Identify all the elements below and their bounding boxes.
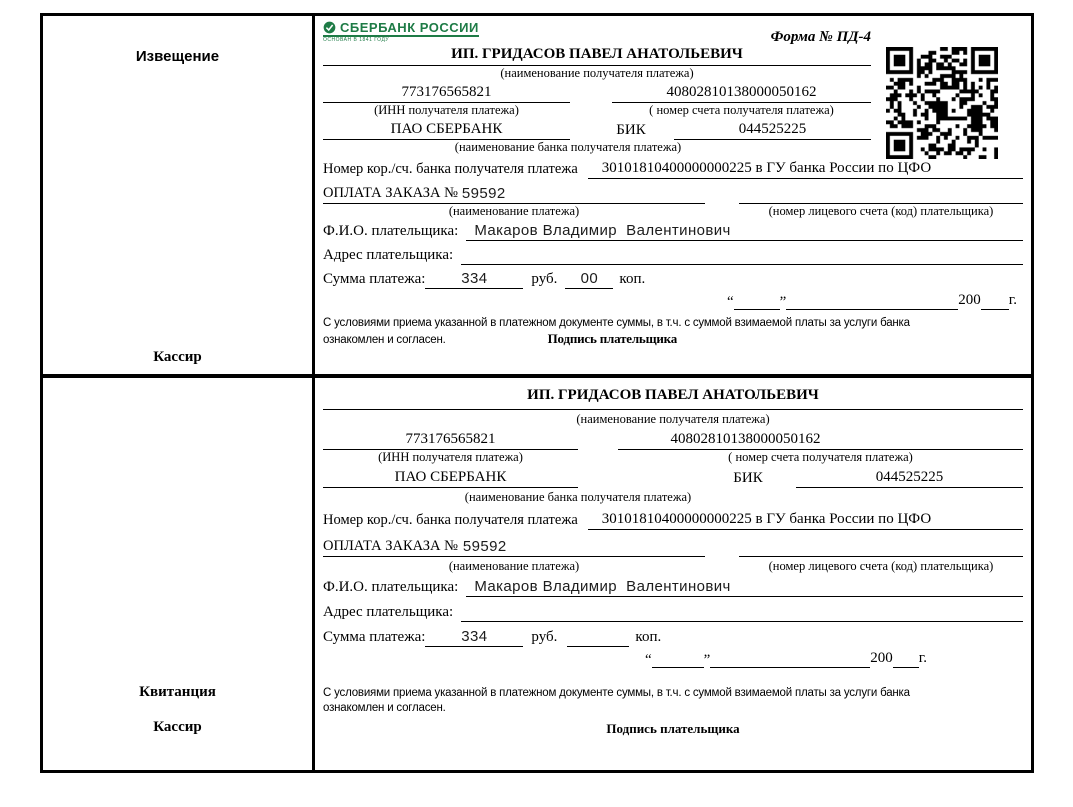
bik-value: 044525225	[674, 120, 871, 140]
kop-label: коп.	[619, 271, 646, 287]
payment-purpose-field	[323, 536, 705, 557]
quote-close: ”	[779, 294, 787, 310]
notice-stub-cell	[43, 16, 312, 374]
corr-account-label: Номер кор./сч. банка получателя платежа	[323, 161, 578, 177]
year-suffix: г.	[918, 650, 927, 666]
bik-value: 044525225	[796, 468, 1023, 488]
quote-open: “	[726, 294, 734, 310]
date-field	[323, 649, 1023, 668]
terms-text: С условиями приема указанной в платежном документе суммы, в т.ч. с суммой взимаемой платы за услуги банка ознакомлен и согласен. Подпись плательщика	[323, 317, 910, 346]
inn-label: (ИНН получателя платежа)	[378, 450, 523, 464]
rub-label: руб.	[531, 271, 558, 287]
account-value: 40802810138000050162	[618, 430, 1023, 450]
year-prefix: 200	[958, 292, 981, 308]
bank-name-label: (наименование банка получателя платежа)	[454, 140, 682, 154]
payment-name-label: (наименование платежа)	[448, 559, 580, 573]
payment-name-label: (наименование платежа)	[448, 204, 580, 218]
recipient-name: ИП. ГРИДАСОВ ПАВЕЛ АНАТОЛЬЕВИЧ	[323, 45, 871, 66]
receipt-title: Квитанция	[139, 684, 216, 700]
payer-address-label: Адрес плательщика:	[323, 247, 454, 263]
payer-address-value	[461, 602, 1023, 622]
year-suffix: г.	[1008, 292, 1017, 308]
bik-label: БИК	[616, 122, 646, 138]
notice-title: Извещение	[135, 48, 220, 65]
payer-fio-label: Ф.И.О. плательщика:	[323, 223, 459, 239]
payer-fio-value: Макаров Владимир Валентинович	[466, 221, 1023, 241]
corr-account-value: 30101810400000000225 в ГУ банка России по ЦФО	[588, 510, 1023, 530]
notice-cashier-label: Кассир	[153, 349, 202, 365]
quote-open: “	[644, 652, 652, 668]
notice-header-row	[323, 21, 1023, 45]
sberbank-logo-icon	[323, 21, 336, 34]
terms-text: С условиями приема указанной в платежном документе суммы, в т.ч. с суммой взимаемой платы за услуги банка ознакомлен и согласен.	[323, 687, 910, 714]
bank-name-value: ПАО СБЕРБАНК	[323, 120, 570, 140]
bank-name-value: ПАО СБЕРБАНК	[323, 468, 578, 488]
payment-form-pd4	[40, 13, 1034, 773]
recipient-name-label: (наименование получателя платежа)	[500, 66, 694, 80]
receipt-stub-cell	[43, 378, 312, 770]
amount-rub-value: 334	[425, 627, 523, 647]
bank-logo-tagline: ОСНОВАН В 1841 ГОДУ	[323, 37, 390, 43]
bank-logo	[323, 21, 479, 43]
account-label: ( номер счета получателя платежа)	[728, 450, 913, 464]
payer-code-label: (номер лицевого счета (код) плательщика)	[768, 204, 994, 218]
rub-label: руб.	[531, 629, 558, 645]
payer-code-field	[739, 185, 1023, 204]
amount-label: Сумма платежа:	[323, 271, 426, 287]
inn-value: 773176565821	[323, 83, 570, 103]
bank-name-label: (наименование банка получателя платежа)	[464, 490, 692, 504]
payer-fio-value: Макаров Владимир Валентинович	[466, 577, 1023, 597]
order-number: 59592	[462, 538, 507, 555]
inn-value: 773176565821	[323, 430, 578, 450]
receipt-main-cell	[315, 378, 1031, 770]
payer-code-label: (номер лицевого счета (код) плательщика)	[768, 559, 994, 573]
payment-purpose-field	[323, 183, 705, 204]
payment-purpose-label: ОПЛАТА ЗАКАЗА №	[323, 185, 458, 201]
amount-kop-value: 00	[565, 269, 613, 289]
corr-account-label: Номер кор./сч. банка получателя платежа	[323, 512, 578, 528]
signature-label: Подпись плательщика	[547, 331, 678, 346]
recipient-name-label: (наименование получателя платежа)	[576, 412, 770, 426]
qr-code	[886, 47, 998, 159]
notice-main-cell	[315, 16, 1031, 374]
bik-label: БИК	[733, 470, 763, 486]
account-label: ( номер счета получателя платежа)	[649, 103, 834, 117]
kop-label: коп.	[635, 629, 662, 645]
amount-rub-value: 334	[425, 269, 523, 289]
payer-fio-label: Ф.И.О. плательщика:	[323, 579, 459, 595]
account-value: 40802810138000050162	[612, 83, 871, 103]
year-prefix: 200	[870, 650, 893, 666]
amount-label: Сумма платежа:	[323, 629, 426, 645]
date-field	[323, 291, 1023, 310]
form-number: Форма № ПД-4	[770, 29, 871, 45]
payer-code-field	[739, 538, 1023, 557]
amount-kop-value	[567, 646, 629, 647]
payer-address-value	[461, 245, 1023, 265]
receipt-cashier-label: Кассир	[153, 719, 202, 735]
recipient-name: ИП. ГРИДАСОВ ПАВЕЛ АНАТОЛЬЕВИЧ	[323, 386, 1023, 410]
corr-account-value: 30101810400000000225 в ГУ банка России по ЦФО	[588, 159, 1023, 179]
order-number: 59592	[461, 185, 506, 202]
quote-close: ”	[703, 652, 711, 668]
payer-address-label: Адрес плательщика:	[323, 604, 454, 620]
bank-logo-text: СБЕРБАНК РОССИИ	[340, 20, 479, 35]
inn-label: (ИНН получателя платежа)	[374, 103, 519, 117]
signature-label: Подпись плательщика	[606, 721, 740, 736]
payment-purpose-label: ОПЛАТА ЗАКАЗА №	[323, 538, 458, 554]
